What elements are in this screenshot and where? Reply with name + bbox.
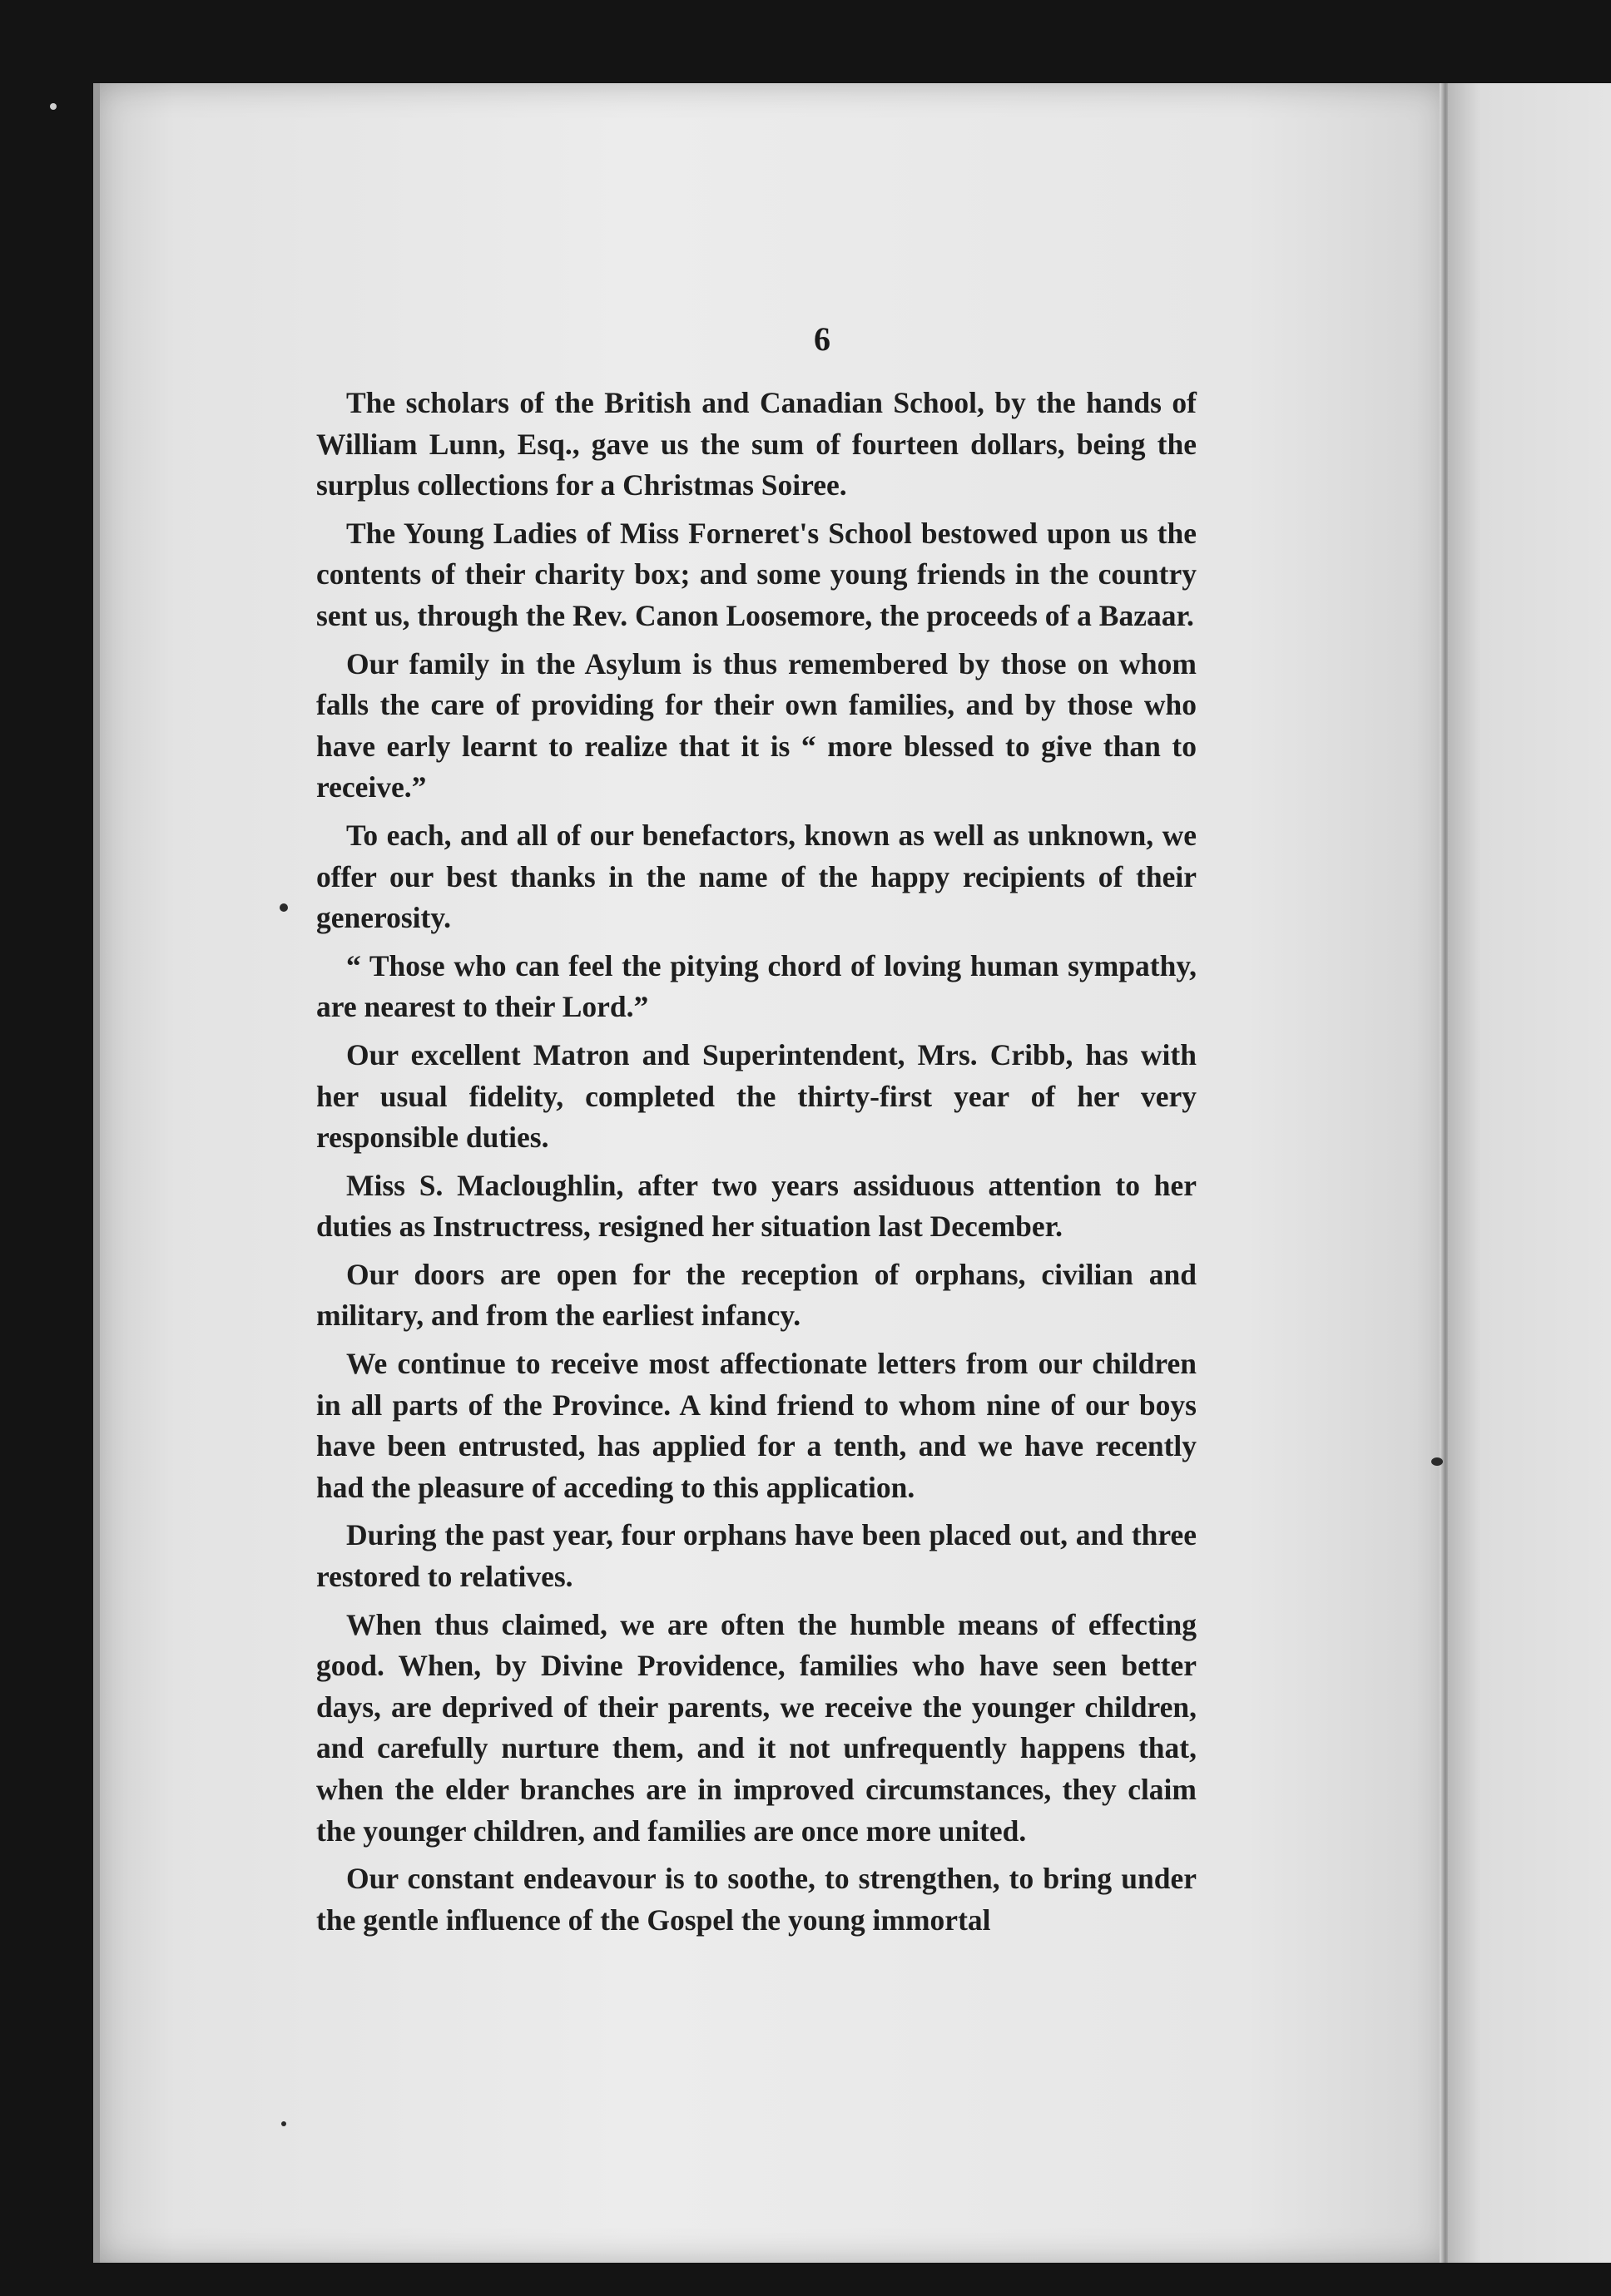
paragraph: Our excellent Matron and Superintendent, Mrs. Cribb, has with her usual fidelity, completed the thirty-first year of her very responsible duties. <box>316 1037 1197 1155</box>
dust-speck <box>281 2121 286 2126</box>
paragraph: Our family in the Asylum is thus remembered by those on whom falls the care of providing for their own families, and by those who have early learnt to realize that it is “ more blessed to give than to receive.” <box>316 646 1197 804</box>
paragraph: The Young Ladies of Miss Forneret's School bestowed upon us the contents of their charity box; and some young friends in the country sent us, through the Rev. Canon Loosemore, the proceeds of a Bazaar. <box>316 516 1197 632</box>
dust-speck <box>1431 1457 1443 1466</box>
page-number: 6 <box>814 320 830 358</box>
paragraph: “ Those who can feel the pitying chord of loving human sympathy, are nearest to their Lord.” <box>316 948 1197 1024</box>
facing-page-edge <box>1448 83 1611 2263</box>
body-text <box>316 383 1197 1947</box>
paragraph: The scholars of the British and Canadian School, by the hands of William Lunn, Esq., gave us the sum of fourteen dollars, being the surplus collections for a Christmas Soiree. <box>316 386 1197 502</box>
page-left-edge <box>93 83 100 2263</box>
paragraph: When thus claimed, we are often the humble means of effecting good. When, by Divine Providence, families who have seen better days, are deprived of their parents, we receive the younger children, and carefully nurture them, and it not unfrequently happens that, when the elder branches are in improved circumstances, they claim the younger children, and families are once more united. <box>316 1607 1197 1848</box>
paragraph: Our constant endeavour is to soothe, to strengthen, to bring under the gentle influence of the Gospel the young immortal <box>316 1862 1197 1937</box>
dust-speck <box>280 903 288 912</box>
paragraph: Miss S. Macloughlin, after two years assiduous attention to her duties as Instructress, resigned her situation last December. <box>316 1168 1197 1244</box>
paragraph: We continue to receive most affectionate letters from our children in all parts of the Province. A kind friend to whom nine of our boys have been entrusted, has applied for a tenth, and we have recently had the pleasure of acceding to this application. <box>316 1347 1197 1504</box>
paragraph: Our doors are open for the reception of orphans, civilian and military, and from the earliest infancy. <box>316 1257 1197 1333</box>
paragraph: To each, and all of our benefactors, known as well as unknown, we offer our best thanks in the name of the happy recipients of their generosity. <box>316 818 1197 935</box>
paragraph: During the past year, four orphans have been placed out, and three restored to relatives. <box>316 1518 1197 1594</box>
dust-speck <box>50 103 57 110</box>
